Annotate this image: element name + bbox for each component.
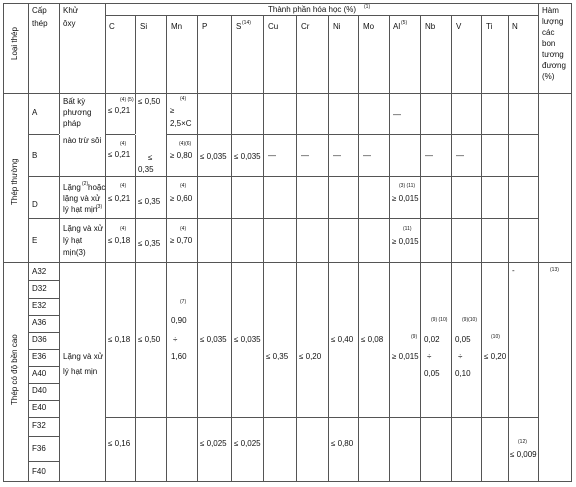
grade-d: D <box>32 200 38 209</box>
si-high: ≤ 0,50 <box>138 335 161 344</box>
al-e-note: (11) <box>403 226 412 232</box>
si-b-1: ≤ <box>148 153 153 162</box>
header-ham-luong-0: Hàm <box>542 6 559 15</box>
ti-high-note: (10) <box>491 334 500 340</box>
header-al-note: (5) <box>401 20 408 26</box>
header-cap-thep-2: thép <box>32 19 48 28</box>
header-ham-luong-6: (%) <box>542 72 555 81</box>
group-thep-thuong: Thép thường <box>10 158 19 205</box>
deox-high-1: Lặng và xử <box>63 352 104 361</box>
header-element-c: C <box>109 22 115 31</box>
mn-e-note: (4) <box>180 226 187 232</box>
deox-d-note-2: (3) <box>96 204 103 210</box>
si-a: ≤ 0,50 <box>138 97 161 106</box>
mo-high: ≤ 0,08 <box>361 335 384 344</box>
v-high-1: 0,05 <box>455 335 471 344</box>
al-high: ≥ 0,015 <box>392 352 419 361</box>
header-element-ni: Ni <box>333 22 341 31</box>
mn-high-note: (7) <box>180 299 187 305</box>
cu-high: ≤ 0,35 <box>266 352 289 361</box>
deox-d-3: lặng và xử <box>63 194 101 203</box>
mn-e: ≥ 0,70 <box>170 236 193 245</box>
c-e: ≤ 0,18 <box>108 236 131 245</box>
c-high: ≤ 0,18 <box>108 335 131 344</box>
cr-dash: — <box>301 151 309 160</box>
ceq-high-note: (13) <box>550 267 559 273</box>
c-b: ≤ 0,21 <box>108 150 131 159</box>
grade-d32: D32 <box>32 284 47 293</box>
grade-a: A <box>32 108 38 117</box>
header-s-note: (14) <box>242 20 251 26</box>
header-element-cu: Cu <box>268 22 279 31</box>
ni-dash: — <box>333 151 341 160</box>
header-thanh-phan: Thành phần hóa học (%) <box>268 5 357 14</box>
cr-high: ≤ 0,20 <box>299 352 322 361</box>
grade-f40: F40 <box>32 467 46 476</box>
header-ham-luong-5: đương <box>542 61 566 70</box>
c-high-f: ≤ 0,16 <box>108 439 131 448</box>
al-d-note: (3) (11) <box>399 183 416 189</box>
deox-e-2: lý hạt <box>63 236 83 245</box>
mn-a-1: ≥ <box>170 106 175 115</box>
header-element-ti: Ti <box>486 22 493 31</box>
al-e: ≥ 0,015 <box>392 237 419 246</box>
deox-e-3: mịn(3) <box>63 248 86 257</box>
cu-dash: — <box>268 151 276 160</box>
grade-f32: F32 <box>32 421 46 430</box>
v-high-note: (9)(10) <box>462 317 478 323</box>
grade-d36: D36 <box>32 335 47 344</box>
deox-d-note-1: (2) <box>82 181 89 187</box>
header-element-n: N <box>512 22 518 31</box>
si-d: ≤ 0,35 <box>138 197 161 206</box>
grade-a40: A40 <box>32 369 47 378</box>
deox-d-2: hoặc <box>88 183 106 192</box>
grade-e32: E32 <box>32 301 47 310</box>
n-high-f: ≤ 0,009 <box>510 450 537 459</box>
si-b-2: 0,35 <box>138 165 154 174</box>
header-loai-thep: Loại thép <box>10 27 19 60</box>
grade-a36: A36 <box>32 318 47 327</box>
c-d-note: (4) <box>120 183 127 189</box>
grade-f36: F36 <box>32 444 46 453</box>
header-cap-thep-1: Cấp <box>32 6 47 15</box>
ni-high: ≤ 0,40 <box>331 335 354 344</box>
p-high-f: ≤ 0,025 <box>200 439 227 448</box>
n-high-dash: - <box>512 266 515 275</box>
grade-e40: E40 <box>32 403 47 412</box>
mn-b-note: (4)(6) <box>179 141 192 147</box>
header-element-al: Al <box>393 22 401 31</box>
al-d: ≥ 0,015 <box>392 194 419 203</box>
c-b-note: (4) <box>120 141 127 147</box>
ti-high: ≤ 0,20 <box>484 352 507 361</box>
header-element-s: S <box>236 22 242 31</box>
mn-d: ≥ 0,60 <box>170 194 193 203</box>
deox-a-3: pháp <box>63 119 81 128</box>
n-high-note: (12) <box>518 439 527 445</box>
header-ham-luong-4: tương <box>542 50 564 59</box>
v-high-3: 0,10 <box>455 369 471 378</box>
al-dash: — <box>393 110 401 119</box>
header-element-mn: Mn <box>171 22 183 31</box>
mn-high-1: 0,90 <box>171 316 187 325</box>
deox-a-1: Bất kỳ <box>63 97 86 106</box>
mn-high-3: 1,60 <box>171 352 187 361</box>
s-high-f: ≤ 0,025 <box>234 439 261 448</box>
grade-e: E <box>32 236 38 245</box>
header-element-si: Si <box>140 22 148 31</box>
p-high: ≤ 0,035 <box>200 335 227 344</box>
deox-d-4: lý hạt mịn <box>63 205 98 214</box>
mo-dash: — <box>363 151 371 160</box>
header-element-cr: Cr <box>301 22 310 31</box>
deox-b: nào trừ sôi <box>63 136 102 145</box>
s-normal: ≤ 0,035 <box>234 152 261 161</box>
header-ham-luong-1: lượng <box>542 17 564 26</box>
mn-d-note: (4) <box>180 183 187 189</box>
grade-a32: A32 <box>32 267 47 276</box>
header-thanh-phan-note: (1) <box>364 4 371 10</box>
header-element-p: P <box>202 22 208 31</box>
c-d: ≤ 0,21 <box>108 194 131 203</box>
header-element-nb: Nb <box>425 22 436 31</box>
nb-high-3: 0,05 <box>424 369 440 378</box>
si-e: ≤ 0,35 <box>138 239 161 248</box>
nb-high-1: 0,02 <box>424 335 440 344</box>
deox-high-2: lý hạt mịn <box>63 367 98 376</box>
p-normal: ≤ 0,035 <box>200 152 227 161</box>
header-element-v: V <box>456 22 462 31</box>
header-ham-luong-3: bon <box>542 39 556 48</box>
nb-high-note: (9) (10) <box>431 317 448 323</box>
mn-b: ≥ 0,80 <box>170 151 193 160</box>
deox-a-2: phương <box>63 108 92 117</box>
s-high: ≤ 0,035 <box>234 335 261 344</box>
v-high-2: ÷ <box>458 352 463 361</box>
nb-high-2: ÷ <box>427 352 432 361</box>
header-khu-oxy-2: ôxy <box>63 19 76 28</box>
grade-b: B <box>32 151 38 160</box>
c-a: ≤ 0,21 <box>108 106 131 115</box>
mn-a-2: 2,5×C <box>170 119 192 128</box>
c-e-note: (4) <box>120 226 127 232</box>
mn-high-2: ÷ <box>173 335 178 344</box>
grade-e36: E36 <box>32 352 47 361</box>
header-ham-luong-2: các <box>542 28 555 37</box>
header-khu-oxy-1: Khử <box>63 6 79 15</box>
group-thep-cdc: Thép có độ bền cao <box>10 334 19 405</box>
ni-high-f: ≤ 0,80 <box>331 439 354 448</box>
header-element-mo: Mo <box>363 22 375 31</box>
v-dash: — <box>456 151 464 160</box>
grade-d40: D40 <box>32 386 47 395</box>
deox-e-1: Lặng và xử <box>63 224 104 233</box>
deox-d-1: Lặng <box>63 183 81 192</box>
mn-a-note: (4) <box>180 96 187 102</box>
al-high-note: (9) <box>411 334 418 340</box>
nb-dash: — <box>425 151 433 160</box>
c-a-note: (4) (5) <box>120 97 134 103</box>
